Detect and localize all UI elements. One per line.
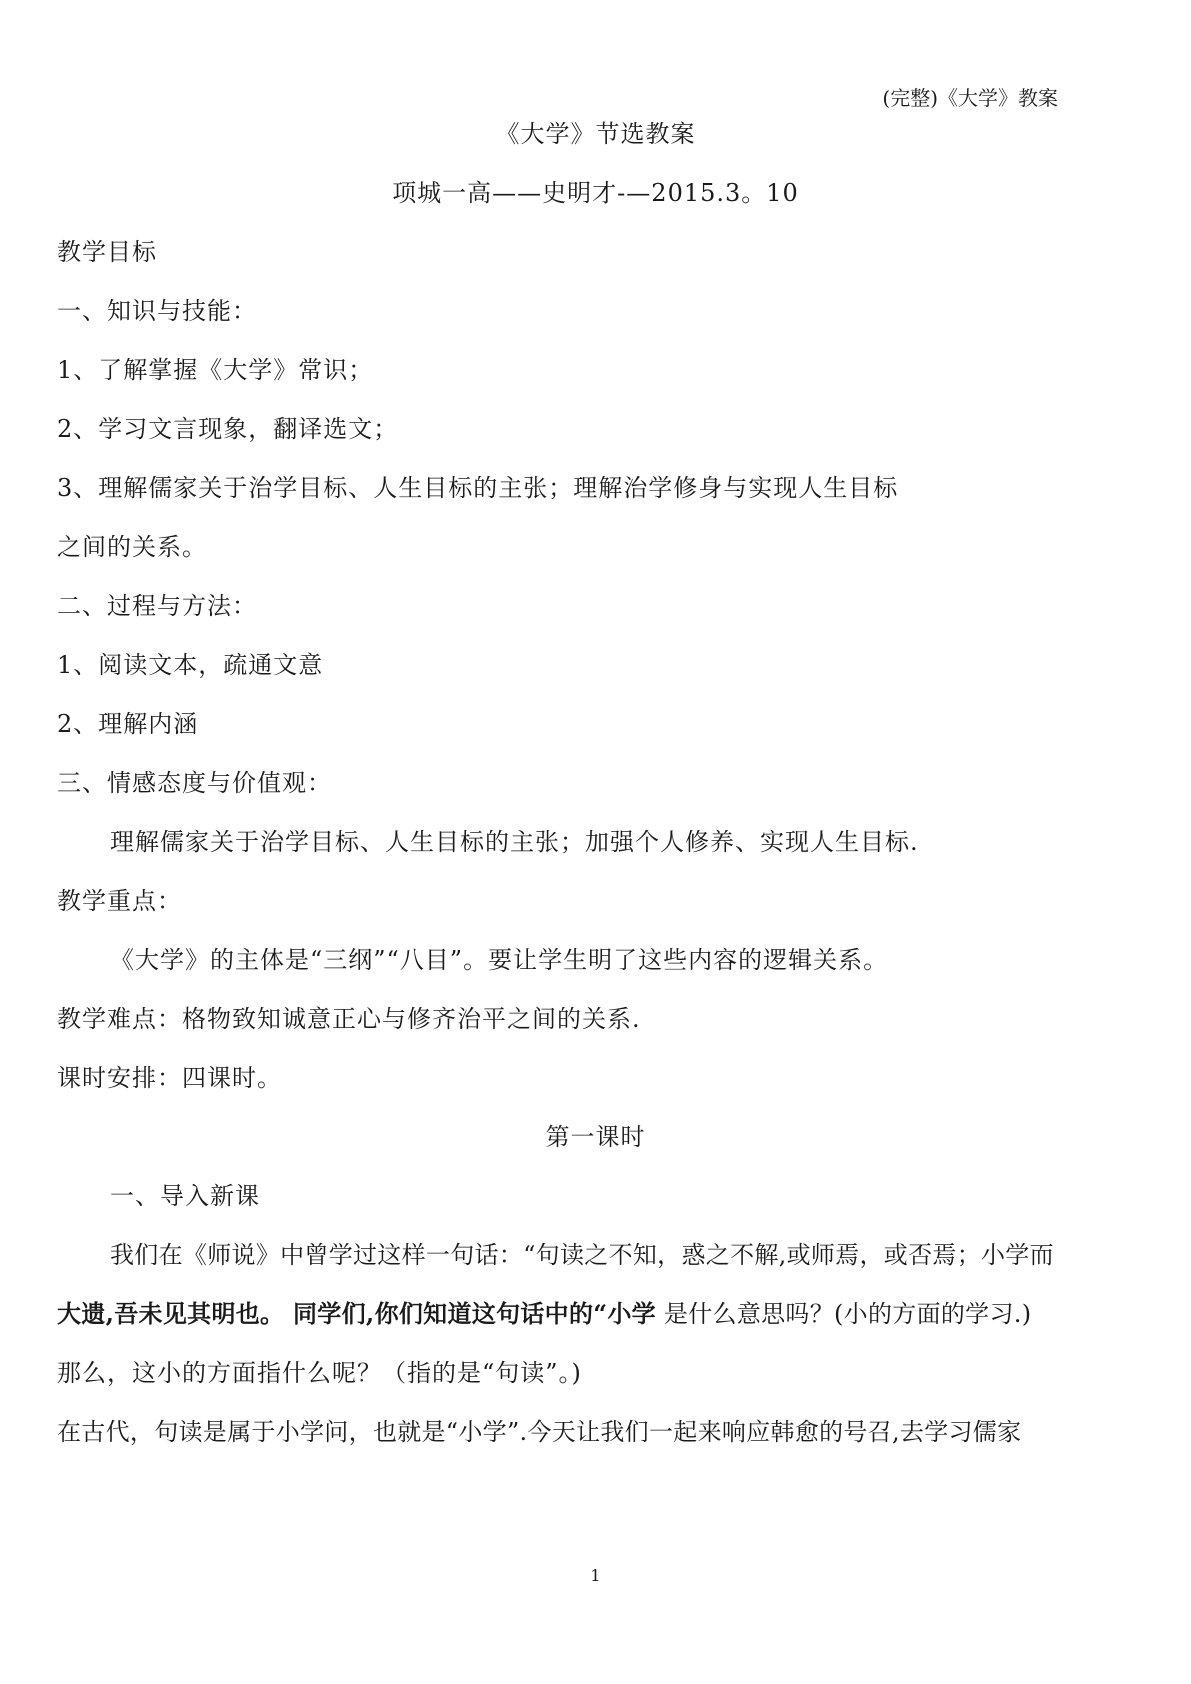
goal-item-2: 2、学习文言现象，翻译选文； <box>57 415 399 443</box>
paragraph-line-3: 那么，这小的方面指什么呢？（指的是“句读”。) <box>57 1359 582 1387</box>
goal-values-heading: 三、情感态度与价值观： <box>57 769 332 797</box>
key-points-text: 《大学》的主体是“三纲”“八目”。要让学生明了这些内容的逻辑关系。 <box>110 946 889 974</box>
paragraph-line-1: 我们在《师说》中曾学过这样一句话：“句读之不知，惑之不解,或师焉，或否焉；小学而 <box>110 1241 1054 1269</box>
key-points-heading: 教学重点： <box>57 887 182 915</box>
goal-item-3: 3、理解儒家关于治学目标、人生目标的主张；理解治学修身与实现人生目标 <box>57 474 899 502</box>
process-item-1: 1、阅读文本，疏通文意 <box>57 651 324 679</box>
page-header: (完整)《大学》教案 <box>882 86 1058 110</box>
process-item-2: 2、理解内涵 <box>57 710 199 738</box>
paragraph-line-4: 在古代，句读是属于小学问，也就是“小学”.今天让我们一起来响应韩愈的号召,去学习儒家 <box>57 1418 1022 1446</box>
paragraph-line-2-rest: 是什么意思吗？(小的方面的学习.) <box>655 1300 1032 1328</box>
author-byline: 项城一高——史明才-—2015.3。10 <box>392 179 799 207</box>
goal-item-1: 1、了解掌握《大学》常识； <box>57 356 374 384</box>
page-number: 1 <box>590 1566 601 1585</box>
heading-teaching-goals: 教学目标 <box>57 238 157 266</box>
goal-process-heading: 二、过程与方法： <box>57 592 257 620</box>
goal-knowledge-heading: 一、知识与技能： <box>57 297 257 325</box>
document-title: 《大学》节选教案 <box>495 120 696 148</box>
sub-heading-intro: 一、导入新课 <box>110 1182 260 1210</box>
paragraph-line-2 <box>57 1298 1031 1330</box>
paragraph-line-2-bold: 大遗,吾未见其明也。 同学们,你们知道这句话中的“小学 <box>57 1299 656 1328</box>
values-text: 理解儒家关于治学目标、人生目标的主张；加强个人修养、实现人生目标. <box>110 828 919 856</box>
section-title: 第一课时 <box>545 1123 646 1151</box>
goal-item-3-cont: 之间的关系。 <box>57 533 207 561</box>
schedule-text: 课时安排：四课时。 <box>57 1064 282 1092</box>
difficulty-text: 教学难点：格物致知诚意正心与修齐治平之间的关系. <box>57 1005 641 1033</box>
